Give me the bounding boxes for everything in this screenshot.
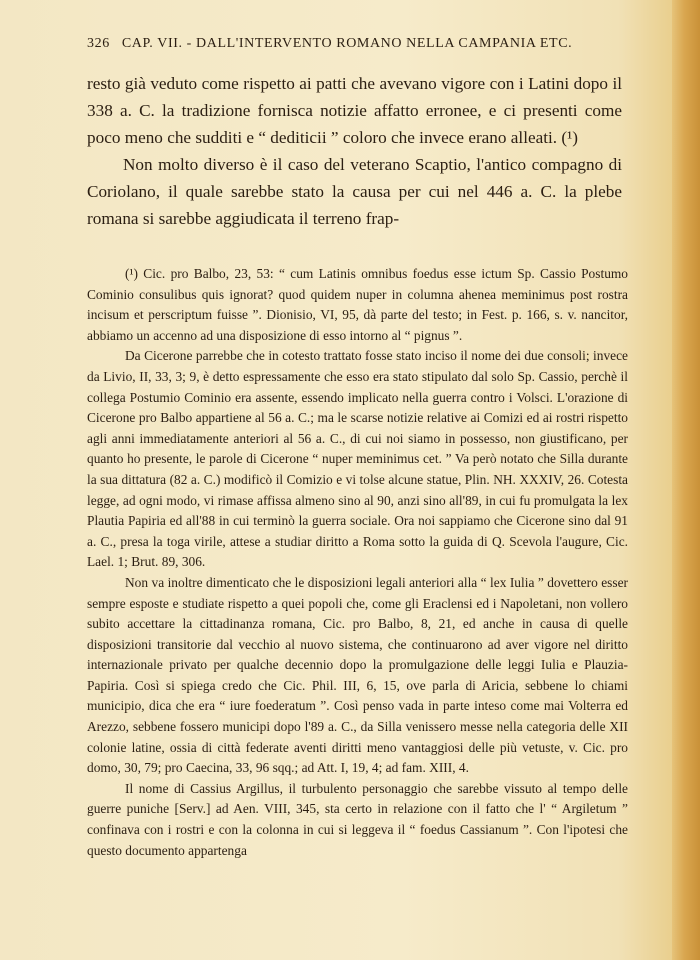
page-number: 326	[87, 36, 110, 51]
main-paragraph-2: Non molto diverso è il caso del veterano Scaptio, l'antico compagno di Coriolano, il quale sarebbe stato la causa per cui nel 446 a. C. la plebe romana si sarebbe aggiudicata il terreno frap-	[87, 155, 622, 228]
main-paragraph-1: resto già veduto come rispetto ai patti che avevano vigore con i Latini dopo il 338 a. C. la tradizione fornisca notizie affatto erronee, e ci presenti come poco meno che sudditi e “ dediticii ” coloro che invece erano alleati. (¹)	[87, 74, 622, 147]
running-header	[87, 36, 607, 52]
footnotes	[87, 264, 628, 861]
main-text	[87, 70, 622, 232]
footnote-paragraph-3: Non va inoltre dimenticato che le disposizioni legali anteriori alla “ lex Iulia ” dovettero esser sempre esposte e studiate rispetto a quei popoli che, come gli Eraclensi ed i Napoletani, non vollero subito accettare la cittadinanza romana, Cic. pro Balbo, 8, 21, ed anche in causa di quelle disposizioni transitorie dal vecchio al nuovo sistema, che continuarono ad aver vigore nel diritto internazionale privato per qualche decennio dopo la promulgazione delle leggi Iulia e Plauzia-Papiria. Così si spiega credo che Cic. Phil. III, 6, 15, ove parla di Aricia, sebbene lo chiami municipio, dica che era “ iure foederatum ”. Così penso vada in parte inteso come mai Volterra ed Arezzo, sebbene fossero municipi dopo l'89 a. C., da Silla venissero messe nella categoria delle XII colonie latine, ossia di città federate aventi diritti meno vantaggiosi delle più vetuste, v. Cic. pro domo, 30, 79; pro Caecina, 33, 96 sqq.; ad Att. I, 19, 4; ad fam. XIII, 4.	[87, 574, 628, 776]
running-title: CAP. VII. - DALL'INTERVENTO ROMANO NELLA CAMPANIA ETC.	[121, 36, 573, 51]
footnote-paragraph-4: Il nome di Cassius Argillus, il turbulento personaggio che sarebbe vissuto al tempo delle guerre puniche [Serv.] ad Aen. VIII, 345, sta certo in relazione con il fatto che l' “ Argiletum ” confinava con i rostri e con la colonna in cui si leggeva il “ foedus Cassianum ”. Con l'ipotesi che questo documento appartenga	[87, 780, 628, 858]
page-edge	[672, 0, 700, 960]
footnote-1: (¹) Cic. pro Balbo, 23, 53: “ cum Latinis omnibus foedus esse ictum Sp. Cassio Postumo Cominio consulibus quis ignorat? quod quidem nuper in columna ahenea meminimus post rostra incisum et perscriptum fuisse ”. Dionisio, VI, 95, dà parte del testo; in Fest. p. 166, s. v. nancitor, abbiamo un accenno ad una disposizione di esso intorno al “ pignus ”.	[87, 266, 628, 343]
footnote-paragraph-2: Da Cicerone parrebbe che in cotesto trattato fosse stato inciso il nome dei due consoli; invece da Livio, II, 33, 3; 9, è detto espressamente che esso era stato stipulato dal solo Sp. Cassio, perchè il collega Postumio Cominio era assente, essendo implicato nella guerra contro i Volsci. L'orazione di Cicerone pro Balbo appartiene al 56 a. C.; ma le scarse notizie relative ai Comizi ed ai rostri rispetto agli anni immediatamente anteriori al 56 a. C., di cui noi siamo in possesso, non giustificano, per quanto ho presente, le parole di Cicerone “ nuper meminimus cet. ” Va però notato che Silla durante la sua dittatura (82 a. C.) modificò il Comizio e vi tolse alcune statue, Plin. NH. XXXIV, 26. Cotesta legge, ad ogni modo, vi rimase affissa almeno sino al 90, anzi sino all'89, in cui fu promulgata la lex Plautia Papiria ed all'88 in cui terminò la guerra sociale. Ora noi sappiamo che Cicerone sino dal 91 a. C., presa la toga virile, attese a studiar diritto a Roma sotto la guida di Q. Scevola l'augure, Cic. Lael. 1; Brut. 89, 306.	[87, 348, 628, 570]
